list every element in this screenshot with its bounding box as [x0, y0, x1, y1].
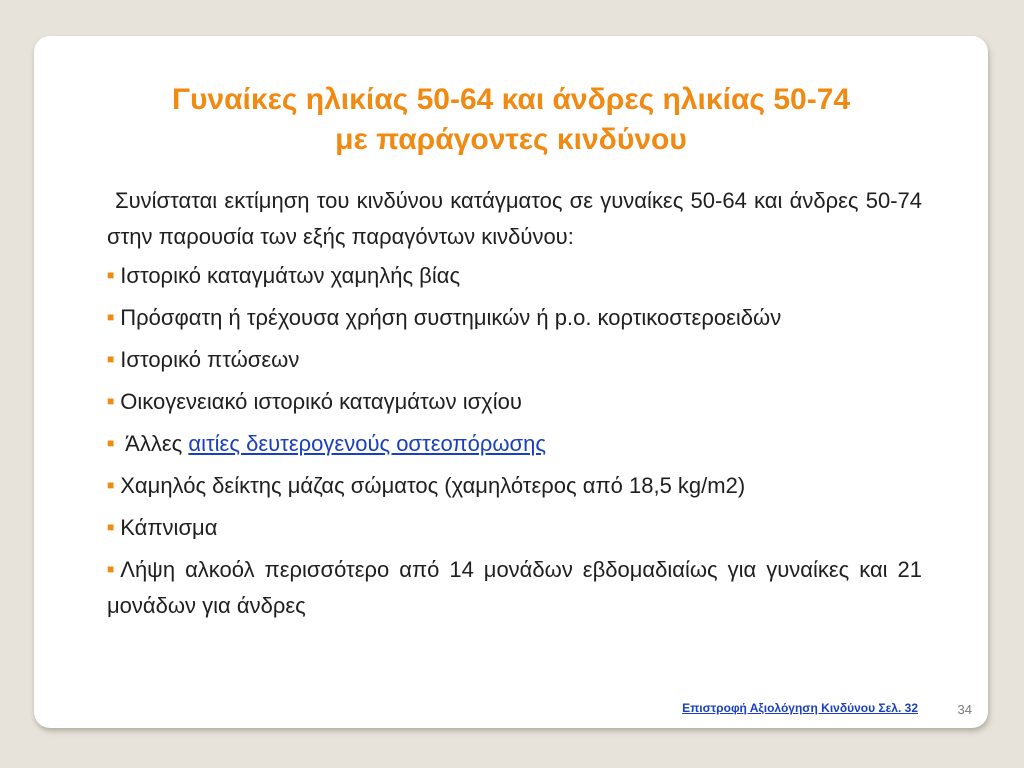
square-bullet-icon: ■ — [107, 394, 115, 408]
square-bullet-icon: ■ — [107, 268, 115, 282]
square-bullet-icon: ■ — [107, 562, 115, 576]
slide — [34, 36, 988, 728]
square-bullet-icon: ■ — [107, 352, 115, 366]
list-item — [107, 341, 922, 378]
back-to-risk-assessment-link[interactable]: Επιστροφή Αξιολόγηση Κινδύνου Σελ. 32 — [682, 701, 918, 715]
list-item-text: Ιστορικό καταγμάτων χαμηλής βίας — [120, 263, 461, 288]
title-line-2: με παράγοντες κινδύνου — [335, 123, 687, 156]
list-item-with-link — [107, 425, 922, 462]
secondary-osteoporosis-link[interactable]: αιτίες δευτερογενούς οστεοπόρωσης — [188, 431, 546, 456]
list-item-text: Κάπνισμα — [120, 515, 218, 540]
slide-title — [94, 80, 928, 160]
list-item-text: Λήψη αλκοόλ περισσότερο από 14 μονάδων εβδομαδιαίως για γυναίκες και 21 μονάδων για άνδρες — [107, 557, 922, 618]
square-bullet-icon: ■ — [107, 310, 115, 324]
square-bullet-icon: ■ — [107, 478, 115, 492]
list-item-text: Ιστορικό πτώσεων — [120, 347, 300, 372]
list-item — [107, 509, 922, 546]
slide-content — [107, 183, 922, 629]
intro-paragraph: Συνίσταται εκτίμηση του κινδύνου κατάγματος σε γυναίκες 50-64 και άνδρες 50-74 στην παρουσία των εξής παραγόντων κινδύνου: — [107, 188, 922, 249]
list-item — [107, 257, 922, 294]
list-item — [107, 383, 922, 420]
page-number: 34 — [957, 702, 972, 717]
title-line-1: Γυναίκες ηλικίας 50-64 και άνδρες ηλικίας 50-74 — [171, 83, 851, 116]
list-item-text: Άλλες — [120, 431, 189, 456]
list-item — [107, 551, 922, 624]
list-item-text: Χαμηλός δείκτης μάζας σώματος (χαμηλότερος από 18,5 kg/m2) — [120, 473, 746, 498]
list-item — [107, 299, 922, 336]
square-bullet-icon: ■ — [107, 436, 115, 450]
list-item — [107, 467, 922, 504]
list-item-text: Πρόσφατη ή τρέχουσα χρήση συστημικών ή p.o. κορτικοστεροειδών — [120, 305, 782, 330]
list-item-text: Οικογενειακό ιστορικό καταγμάτων ισχίου — [120, 389, 522, 414]
square-bullet-icon: ■ — [107, 520, 115, 534]
